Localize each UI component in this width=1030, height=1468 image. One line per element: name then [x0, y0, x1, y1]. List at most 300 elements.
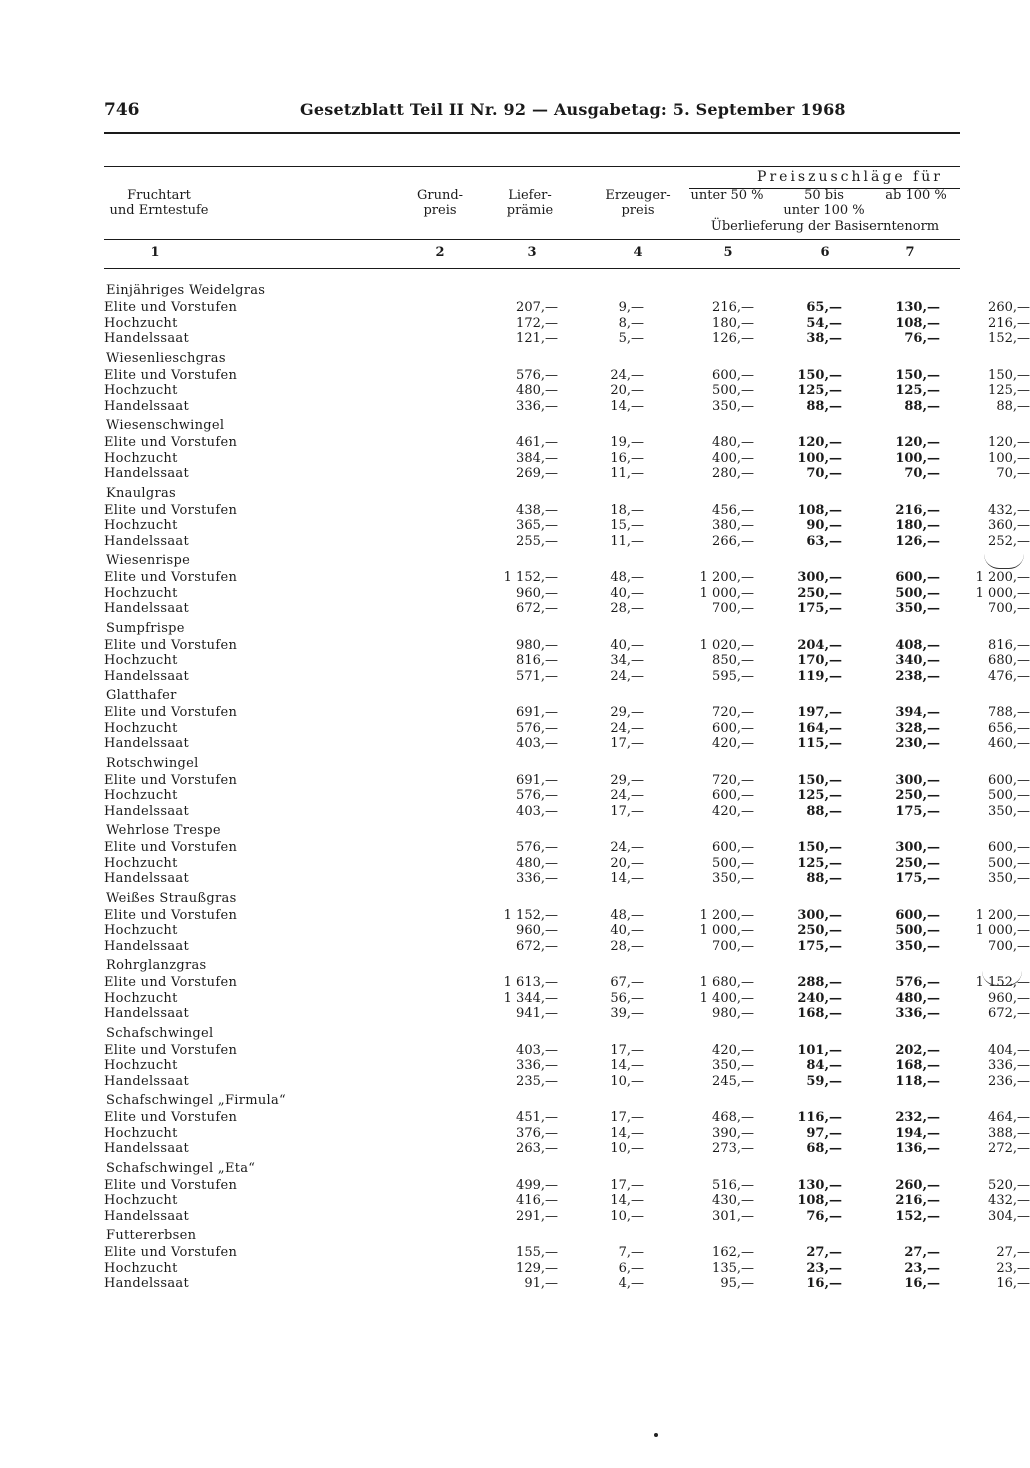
column-number: 1 [150, 245, 160, 260]
zuschlag-unter-50-cell: 120,— [797, 435, 842, 450]
zuschlag-ab-100-cell: 656,— [988, 720, 1030, 736]
zuschlag-unter-50-cell: 76,— [806, 1208, 842, 1224]
row-stage-label: Handelssaat [104, 1141, 190, 1156]
zuschlag-ab-100-cell: 27,— [996, 1245, 1030, 1260]
table-row [98, 1141, 1030, 1157]
row-stage-label: Hochzucht [104, 855, 178, 871]
lieferpraemie-cell: 14,— [610, 1058, 644, 1073]
erzeugerpreis-cell: 380,— [712, 518, 754, 533]
row-stage-label: Elite und Vorstufen [104, 1177, 238, 1193]
column-header-erzeugerpreis [598, 188, 678, 218]
row-stage-label: Handelssaat [104, 736, 190, 751]
table-row [98, 570, 1030, 586]
zuschlag-50-100-cell: 394,— [895, 705, 940, 720]
zuschlag-50-100-cell: 230,— [895, 736, 940, 751]
row-stage-label: Handelssaat [104, 668, 190, 684]
column-number: 2 [435, 245, 445, 260]
grundpreis-cell: 960,— [516, 585, 558, 601]
column-header-grundpreis-line1: Grund- [416, 188, 464, 203]
zuschlag-50-100-cell: 180,— [895, 518, 940, 533]
lieferpraemie-cell: 14,— [610, 1125, 644, 1141]
row-stage-label: Handelssaat [104, 533, 190, 549]
zuschlag-50-100-cell: 336,— [895, 1006, 940, 1021]
lieferpraemie-cell: 19,— [610, 435, 644, 450]
zuschlag-unter-50-cell: 88,— [806, 871, 842, 886]
lieferpraemie-cell: 11,— [610, 533, 644, 549]
zuschlag-50-100-cell: 300,— [895, 840, 940, 855]
lieferpraemie-cell: 29,— [610, 772, 644, 788]
grundpreis-cell: 941,— [516, 1006, 558, 1021]
grundpreis-cell: 1 152,— [503, 570, 558, 585]
zuschlag-ab-100-cell: 404,— [988, 1042, 1030, 1058]
lieferpraemie-cell: 18,— [610, 502, 644, 518]
grundpreis-cell: 576,— [516, 367, 558, 383]
zuschlag-unter-50-cell: 197,— [797, 705, 842, 720]
lieferpraemie-cell: 40,— [610, 585, 644, 601]
table-row [98, 601, 1030, 617]
column-header-fruit [104, 188, 214, 218]
table-row [98, 533, 1030, 550]
table-row [98, 871, 1030, 887]
zuschlag-unter-50-cell: 97,— [806, 1125, 842, 1141]
zuschlag-ab-100-cell: 432,— [988, 502, 1030, 518]
row-stage-label: Elite und Vorstufen [104, 367, 238, 383]
erzeugerpreis-cell: 600,— [712, 840, 754, 855]
erzeugerpreis-cell: 600,— [712, 788, 754, 803]
erzeugerpreis-cell: 1 020,— [699, 637, 754, 653]
row-stage-label: Hochzucht [104, 1260, 178, 1276]
header-rule-2 [104, 239, 960, 240]
zuschlag-unter-50-cell: 63,— [806, 533, 842, 549]
lieferpraemie-cell: 28,— [610, 601, 644, 616]
grundpreis-cell: 1 152,— [503, 907, 558, 923]
row-stage-label: Hochzucht [104, 1058, 178, 1073]
zuschlag-ab-100-cell: 1 152,— [975, 975, 1030, 990]
erzeugerpreis-cell: 600,— [712, 367, 754, 383]
erzeugerpreis-cell: 430,— [712, 1193, 754, 1208]
lieferpraemie-cell: 17,— [610, 1177, 644, 1193]
zuschlag-unter-50-cell: 300,— [797, 570, 842, 585]
zuschlag-ab-100-cell: 260,— [988, 300, 1030, 315]
column-header-fruit-line1: Fruchtart [127, 188, 191, 203]
zuschlag-unter-50-cell: 38,— [806, 331, 842, 346]
table-row [98, 331, 1030, 347]
zuschlag-ab-100-cell: 216,— [988, 315, 1030, 331]
table-row [98, 975, 1030, 991]
group-title: Rotschwingel [106, 755, 199, 771]
header-rule-3 [104, 268, 960, 269]
lieferpraemie-cell: 28,— [610, 938, 644, 954]
zuschlag-ab-100-cell: 476,— [988, 668, 1030, 684]
grundpreis-cell: 480,— [516, 855, 558, 871]
grundpreis-cell: 672,— [516, 601, 558, 616]
zuschlag-50-100-cell: 328,— [895, 720, 940, 736]
grundpreis-cell: 376,— [516, 1125, 558, 1141]
row-stage-label: Elite und Vorstufen [104, 1110, 238, 1125]
lieferpraemie-cell: 20,— [610, 383, 644, 398]
table-row [98, 720, 1030, 737]
zuschlag-50-100-cell: 175,— [895, 871, 940, 886]
column-header-fruit-line2: und Erntestufe [109, 203, 209, 218]
zuschlag-ab-100-cell: 16,— [996, 1276, 1030, 1291]
zuschlag-ab-100-cell: 350,— [988, 871, 1030, 886]
erzeugerpreis-cell: 720,— [712, 705, 754, 720]
lieferpraemie-cell: 24,— [610, 668, 644, 684]
grundpreis-cell: 1 613,— [503, 975, 558, 990]
column-header-unter-50: unter 50 % [690, 188, 764, 203]
erzeugerpreis-cell: 700,— [712, 601, 754, 616]
zuschlag-unter-50-cell: 164,— [797, 720, 842, 736]
zuschlag-unter-50-cell: 108,— [797, 1193, 842, 1208]
zuschlag-unter-50-cell: 68,— [806, 1141, 842, 1156]
grundpreis-cell: 384,— [516, 450, 558, 466]
erzeugerpreis-cell: 1 200,— [699, 907, 754, 923]
table-row [98, 1208, 1030, 1225]
row-stage-label: Elite und Vorstufen [104, 975, 238, 990]
zuschlag-50-100-cell: 238,— [895, 668, 940, 684]
grundpreis-cell: 672,— [516, 938, 558, 954]
lieferpraemie-cell: 24,— [610, 840, 644, 855]
zuschlag-50-100-cell: 576,— [895, 975, 940, 990]
zuschlag-ab-100-cell: 304,— [988, 1208, 1030, 1224]
zuschlag-unter-50-cell: 150,— [797, 772, 842, 788]
erzeugerpreis-cell: 1 000,— [699, 585, 754, 601]
table-row [98, 300, 1030, 316]
erzeugerpreis-cell: 280,— [712, 466, 754, 481]
column-number: 5 [723, 245, 733, 260]
row-stage-label: Hochzucht [104, 720, 178, 736]
lieferpraemie-cell: 20,— [610, 855, 644, 871]
erzeugerpreis-cell: 1 000,— [699, 923, 754, 938]
table-row [98, 383, 1030, 399]
zuschlag-ab-100-cell: 1 200,— [975, 907, 1030, 923]
grundpreis-cell: 291,— [516, 1208, 558, 1224]
grundpreis-cell: 438,— [516, 502, 558, 518]
erzeugerpreis-cell: 600,— [712, 720, 754, 736]
column-header-ab-100: ab 100 % [885, 188, 947, 203]
grundpreis-cell: 403,— [516, 1042, 558, 1058]
table-row [98, 736, 1030, 752]
erzeugerpreis-cell: 350,— [712, 871, 754, 886]
grundpreis-cell: 263,— [516, 1141, 558, 1156]
table-row [98, 1276, 1030, 1292]
grundpreis-cell: 691,— [516, 772, 558, 788]
group-title: Futtererbsen [106, 1228, 197, 1243]
grundpreis-cell: 816,— [516, 653, 558, 668]
column-header-grundpreis [400, 188, 480, 218]
table-row [98, 705, 1030, 721]
row-stage-label: Handelssaat [104, 1208, 190, 1224]
erzeugerpreis-cell: 350,— [712, 398, 754, 414]
row-stage-label: Elite und Vorstufen [104, 300, 238, 315]
zuschlag-50-100-cell: 250,— [895, 855, 940, 871]
zuschlag-unter-50-cell: 130,— [797, 1177, 842, 1193]
row-stage-label: Hochzucht [104, 450, 178, 466]
group-title: Rohrglanzgras [106, 958, 207, 973]
zuschlag-50-100-cell: 100,— [895, 450, 940, 466]
grundpreis-cell: 155,— [516, 1245, 558, 1260]
table-row [98, 367, 1030, 384]
zuschlag-unter-50-cell: 125,— [797, 383, 842, 398]
grundpreis-cell: 365,— [516, 518, 558, 533]
lieferpraemie-cell: 40,— [610, 923, 644, 938]
group-title: Wiesenrispe [106, 553, 191, 568]
lieferpraemie-cell: 4,— [618, 1276, 644, 1291]
lieferpraemie-cell: 17,— [610, 1110, 644, 1125]
grundpreis-cell: 571,— [516, 668, 558, 684]
zuschlag-unter-50-cell: 70,— [806, 466, 842, 481]
row-stage-label: Handelssaat [104, 803, 190, 819]
grundpreis-cell: 1 344,— [503, 990, 558, 1006]
grundpreis-cell: 480,— [516, 383, 558, 398]
group-title: Knaulgras [106, 485, 177, 501]
zuschlag-unter-50-cell: 54,— [806, 315, 842, 331]
row-stage-label: Hochzucht [104, 923, 178, 938]
zuschlag-ab-100-cell: 236,— [988, 1073, 1030, 1089]
grundpreis-cell: 255,— [516, 533, 558, 549]
erzeugerpreis-cell: 126,— [712, 331, 754, 346]
grundpreis-cell: 576,— [516, 720, 558, 736]
table-row [98, 1260, 1030, 1277]
table-row [98, 502, 1030, 519]
zuschlag-50-100-cell: 118,— [895, 1073, 940, 1089]
column-header-lieferpraemie-line1: Liefer- [508, 188, 552, 203]
lieferpraemie-cell: 9,— [618, 300, 644, 315]
lieferpraemie-cell: 16,— [610, 450, 644, 466]
zuschlag-unter-50-cell: 250,— [797, 585, 842, 601]
table-row [98, 1193, 1030, 1209]
column-number: 3 [527, 245, 537, 260]
zuschlag-unter-50-cell: 288,— [797, 975, 842, 990]
zuschlag-ab-100-cell: 70,— [996, 466, 1030, 481]
grundpreis-cell: 235,— [516, 1073, 558, 1089]
table-row [98, 585, 1030, 602]
grundpreis-cell: 207,— [516, 300, 558, 315]
zuschlag-unter-50-cell: 101,— [797, 1042, 842, 1058]
zuschlag-ab-100-cell: 788,— [988, 705, 1030, 720]
grundpreis-cell: 461,— [516, 435, 558, 450]
row-stage-label: Handelssaat [104, 331, 190, 346]
zuschlag-50-100-cell: 108,— [895, 315, 940, 331]
table-row [98, 1073, 1030, 1090]
column-header-50-bis-100-line1: 50 bis [804, 188, 844, 203]
group-title: Glatthafer [106, 688, 177, 703]
zuschlag-ab-100-cell: 152,— [988, 331, 1030, 346]
grundpreis-cell: 91,— [524, 1276, 558, 1291]
group-title: Wiesenschwingel [106, 418, 225, 433]
zuschlag-ab-100-cell: 460,— [988, 736, 1030, 751]
lieferpraemie-cell: 56,— [610, 990, 644, 1006]
zuschlag-ab-100-cell: 388,— [988, 1125, 1030, 1141]
lieferpraemie-cell: 7,— [618, 1245, 644, 1260]
zuschlag-50-100-cell: 202,— [895, 1042, 940, 1058]
lieferpraemie-cell: 24,— [610, 788, 644, 803]
zuschlag-50-100-cell: 216,— [895, 502, 940, 518]
erzeugerpreis-cell: 850,— [712, 653, 754, 668]
erzeugerpreis-cell: 480,— [712, 435, 754, 450]
erzeugerpreis-cell: 500,— [712, 855, 754, 871]
row-stage-label: Elite und Vorstufen [104, 705, 238, 720]
column-number: 6 [820, 245, 830, 260]
grundpreis-cell: 269,— [516, 466, 558, 481]
lieferpraemie-cell: 5,— [618, 331, 644, 346]
lieferpraemie-cell: 17,— [610, 1042, 644, 1058]
erzeugerpreis-cell: 400,— [712, 450, 754, 466]
zuschlag-ab-100-cell: 960,— [988, 990, 1030, 1006]
zuschlag-unter-50-cell: 116,— [797, 1110, 842, 1125]
erzeugerpreis-cell: 1 680,— [699, 975, 754, 990]
group-title: Wiesenlieschgras [106, 350, 226, 366]
zuschlag-ab-100-cell: 680,— [988, 653, 1030, 668]
lieferpraemie-cell: 17,— [610, 803, 644, 819]
lieferpraemie-cell: 29,— [610, 705, 644, 720]
lieferpraemie-cell: 14,— [610, 1193, 644, 1208]
zuschlag-50-100-cell: 88,— [904, 398, 940, 414]
erzeugerpreis-cell: 420,— [712, 736, 754, 751]
erzeugerpreis-cell: 273,— [712, 1141, 754, 1156]
table-row [98, 435, 1030, 451]
column-number: 4 [633, 245, 643, 260]
zuschlag-50-100-cell: 16,— [904, 1276, 940, 1291]
running-head [104, 100, 960, 126]
zuschlag-ab-100-cell: 1 000,— [975, 585, 1030, 601]
table-row [98, 1125, 1030, 1142]
erzeugerpreis-cell: 516,— [712, 1177, 754, 1193]
zuschlag-ab-100-cell: 360,— [988, 518, 1030, 533]
table-row [98, 788, 1030, 804]
zuschlag-50-100-cell: 232,— [895, 1110, 940, 1125]
lieferpraemie-cell: 10,— [610, 1141, 644, 1156]
row-stage-label: Handelssaat [104, 938, 190, 954]
group-title: Sumpfrispe [106, 620, 185, 636]
row-stage-label: Elite und Vorstufen [104, 1042, 238, 1058]
table-row [98, 653, 1030, 669]
group-title: Wehrlose Trespe [106, 823, 221, 838]
column-header-basis: Überlieferung der Basiserntenorm [710, 219, 940, 234]
column-header-erzeugerpreis-line2: preis [621, 203, 655, 218]
zuschlag-unter-50-cell: 90,— [806, 518, 842, 533]
erzeugerpreis-cell: 720,— [712, 772, 754, 788]
zuschlag-50-100-cell: 600,— [895, 570, 940, 585]
zuschlag-50-100-cell: 152,— [895, 1208, 940, 1224]
table-row [98, 803, 1030, 820]
row-stage-label: Hochzucht [104, 383, 178, 398]
zuschlag-unter-50-cell: 240,— [797, 990, 842, 1006]
zuschlag-ab-100-cell: 464,— [988, 1110, 1030, 1125]
zuschlag-ab-100-cell: 125,— [988, 383, 1030, 398]
erzeugerpreis-cell: 595,— [712, 668, 754, 684]
table-row [98, 637, 1030, 654]
zuschlag-50-100-cell: 350,— [895, 938, 940, 954]
grundpreis-cell: 129,— [516, 1260, 558, 1276]
grundpreis-cell: 691,— [516, 705, 558, 720]
zuschlag-unter-50-cell: 168,— [797, 1006, 842, 1021]
zuschlag-unter-50-cell: 300,— [797, 907, 842, 923]
grundpreis-cell: 576,— [516, 840, 558, 855]
zuschlag-50-100-cell: 194,— [895, 1125, 940, 1141]
erzeugerpreis-cell: 468,— [712, 1110, 754, 1125]
row-stage-label: Elite und Vorstufen [104, 1245, 238, 1260]
table-row [98, 990, 1030, 1007]
erzeugerpreis-cell: 301,— [712, 1208, 754, 1224]
erzeugerpreis-cell: 216,— [712, 300, 754, 315]
row-stage-label: Hochzucht [104, 1125, 178, 1141]
lieferpraemie-cell: 39,— [610, 1006, 644, 1021]
grundpreis-cell: 172,— [516, 315, 558, 331]
erzeugerpreis-cell: 390,— [712, 1125, 754, 1141]
erzeugerpreis-cell: 95,— [720, 1276, 754, 1291]
table-row [98, 840, 1030, 856]
zuschlag-50-100-cell: 130,— [895, 300, 940, 315]
zuschlag-ab-100-cell: 272,— [988, 1141, 1030, 1156]
lieferpraemie-cell: 34,— [610, 653, 644, 668]
lieferpraemie-cell: 48,— [610, 907, 644, 923]
zuschlag-50-100-cell: 150,— [895, 367, 940, 383]
zuschlag-50-100-cell: 260,— [895, 1177, 940, 1193]
lieferpraemie-cell: 15,— [610, 518, 644, 533]
lieferpraemie-cell: 10,— [610, 1073, 644, 1089]
lieferpraemie-cell: 11,— [610, 466, 644, 481]
lieferpraemie-cell: 14,— [610, 871, 644, 886]
column-header-50-bis-100 [774, 188, 874, 218]
column-header-lieferpraemie-line2: prämie [506, 203, 554, 218]
zuschlag-ab-100-cell: 500,— [988, 788, 1030, 803]
row-stage-label: Elite und Vorstufen [104, 570, 238, 585]
group-title: Einjähriges Weidelgras [106, 283, 266, 298]
grundpreis-cell: 416,— [516, 1193, 558, 1208]
grundpreis-cell: 121,— [516, 331, 558, 346]
row-stage-label: Hochzucht [104, 1193, 178, 1208]
grundpreis-cell: 336,— [516, 871, 558, 886]
print-speck [654, 1433, 658, 1437]
column-header-50-bis-100-line2: unter 100 % [783, 203, 865, 218]
zuschlag-50-100-cell: 120,— [895, 435, 940, 450]
zuschlag-ab-100-cell: 600,— [988, 772, 1030, 788]
zuschlag-ab-100-cell: 88,— [996, 398, 1030, 414]
table-row [98, 923, 1030, 939]
zuschlag-50-100-cell: 216,— [895, 1193, 940, 1208]
zuschlag-ab-100-cell: 120,— [988, 435, 1030, 450]
column-header-lieferpraemie [490, 188, 570, 218]
table-row [98, 398, 1030, 415]
row-stage-label: Handelssaat [104, 398, 190, 414]
grundpreis-cell: 980,— [516, 637, 558, 653]
zuschlag-50-100-cell: 125,— [895, 383, 940, 398]
price-table-body [98, 279, 1030, 1292]
page-number: 746 [104, 100, 140, 120]
zuschlag-unter-50-cell: 150,— [797, 367, 842, 383]
header-rule-1 [104, 166, 960, 167]
zuschlag-unter-50-cell: 175,— [797, 938, 842, 954]
zuschlag-50-100-cell: 480,— [895, 990, 940, 1006]
erzeugerpreis-cell: 980,— [712, 1006, 754, 1021]
grundpreis-cell: 336,— [516, 398, 558, 414]
table-row [98, 772, 1030, 789]
zuschlag-ab-100-cell: 700,— [988, 938, 1030, 954]
zuschlag-unter-50-cell: 204,— [797, 637, 842, 653]
zuschlag-unter-50-cell: 88,— [806, 398, 842, 414]
table-row [98, 450, 1030, 467]
zuschlag-50-100-cell: 300,— [895, 772, 940, 788]
zuschlag-50-100-cell: 27,— [904, 1245, 940, 1260]
zuschlag-50-100-cell: 70,— [904, 466, 940, 481]
column-header-preiszuschlaege: Preiszuschläge für [757, 169, 943, 185]
table-row [98, 466, 1030, 482]
erzeugerpreis-cell: 700,— [712, 938, 754, 954]
row-stage-label: Elite und Vorstufen [104, 907, 238, 923]
row-stage-label: Elite und Vorstufen [104, 772, 238, 788]
zuschlag-unter-50-cell: 88,— [806, 803, 842, 819]
